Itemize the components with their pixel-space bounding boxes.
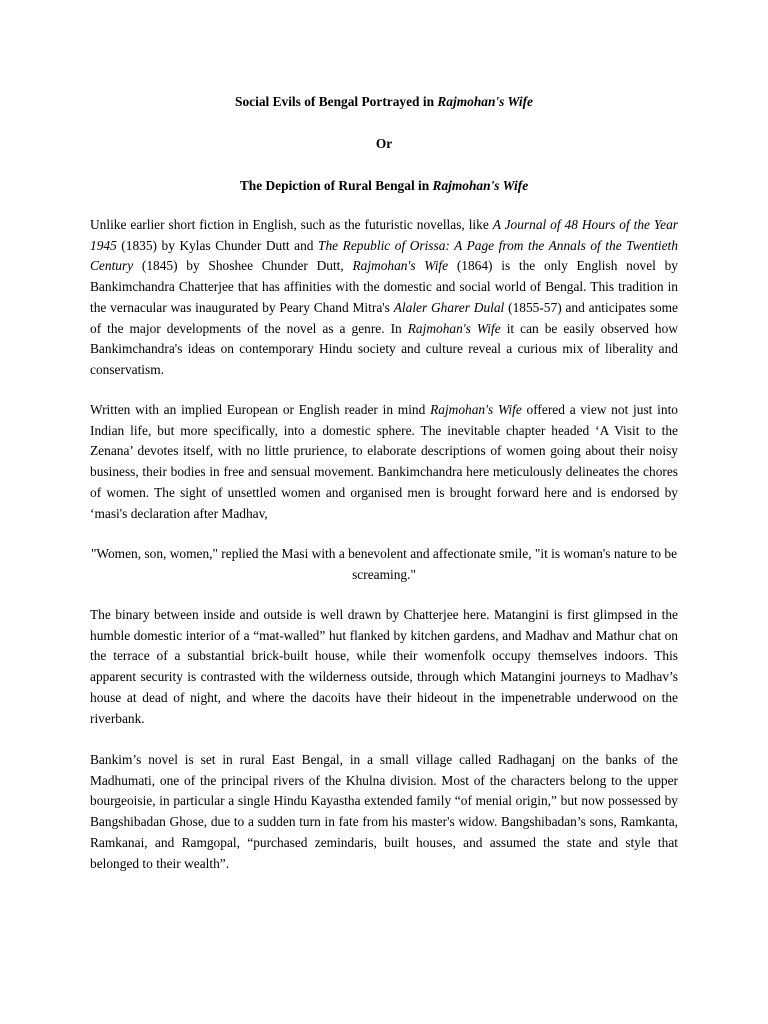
p1-italic: A Journal of 48 Hours of the Year 1945 [90,217,678,253]
alt-title-text: The Depiction of Rural Bengal in [239,178,433,193]
p1-italic: The Republic of Orissa: A Page from the Annals of the Twentieth Century [90,237,678,274]
p1-text: it can be easily observed how Bankimchandra's ideas on contemporary Hindu society and culture reveal a curious mix of liberality and conservatism. [90,320,678,377]
p1-text: (1855-57) and anticipates some of the major developments of the novel as a genre. In [90,299,678,336]
document-title [90,93,678,111]
paragraph-2 [90,400,678,524]
paragraph-1 [90,215,678,381]
p2-italic: Rajmohan's Wife [430,402,522,417]
title-or: Or [375,136,393,151]
p1-italic: Rajmohan's Wife [407,320,501,336]
paragraph-3: The binary between inside and outside is well drawn by Chatterjee here. Matangini is first glimpsed in the humble domestic interior of a “mat-walled” hut flanked by kitchen gardens, and Madhav and Mathur chat on the terrace of a substantial brick-built house, while their womenfolk occupy themselves indoors. This apparent security is contrasted with the wilderness outside, through which Matangini journeys to Madhav’s house at dead of night, and where the dacoits have their hideout in the impenetrable underwood on the riverbank. [90,607,678,726]
p2-text: offered a view not just into Indian life, but more specifically, into a domestic sphere. The inevitable chapter headed ‘A Visit to the Zenana’ devotes itself, with no little prurience, to elaborate descriptions of women going about their noisy business, their bodies in free and sensual movement. Bankimchandra here meticulously delineates the chores of women. The sight of unsettled women and organised men is brought forward here and is endorsed by ‘masi's declaration after Madhav, [90,402,678,521]
block-quote: "Women, son, women," replied the Masi with a benevolent and affectionate smile, "it is woman's nature to be screaming." [90,546,678,582]
p2-text: Written with an implied European or English reader in mind [90,402,431,417]
title-text: Social Evils of Bengal Portrayed in [235,94,438,109]
alt-title-italic: Rajmohan's Wife [432,178,529,193]
p1-text: (1864) is the only English novel by Bankimchandra Chatterjee that has affinities with the domestic and social world of Bengal. This tradition in the vernacular was inaugurated by Peary Chand Mitra's [90,258,678,315]
document-alt-title [90,177,678,195]
paragraph-4: Bankim’s novel is set in rural East Bengal, in a small village called Radhaganj on the banks of the Madhumati, one of the principal rivers of the Khulna division. Most of the characters belong to the upper bourgeoisie, in particular a single Hindu Kayastha extended family “of menial origin,” but now possessed by Bangshibadan Ghose, due to a sudden turn in fate from his master's widow. Bangshibadan’s sons, Ramkanta, Ramkanai, and Ramgopal, “purchased zemindaris, built houses, and assumed the state and style that belonged to their wealth”. [90,752,678,871]
p1-text: Unlike earlier short fiction in English, such as the futuristic novellas, like [90,217,493,232]
p1-italic: Rajmohan's Wife [352,258,449,274]
p1-italic: Alaler Gharer Dulal [393,299,505,315]
p1-text: (1835) by Kylas Chunder Dutt and [116,237,319,253]
p1-text: (1845) by Shoshee Chunder Dutt, [133,258,353,274]
title-italic: Rajmohan's Wife [437,94,533,109]
